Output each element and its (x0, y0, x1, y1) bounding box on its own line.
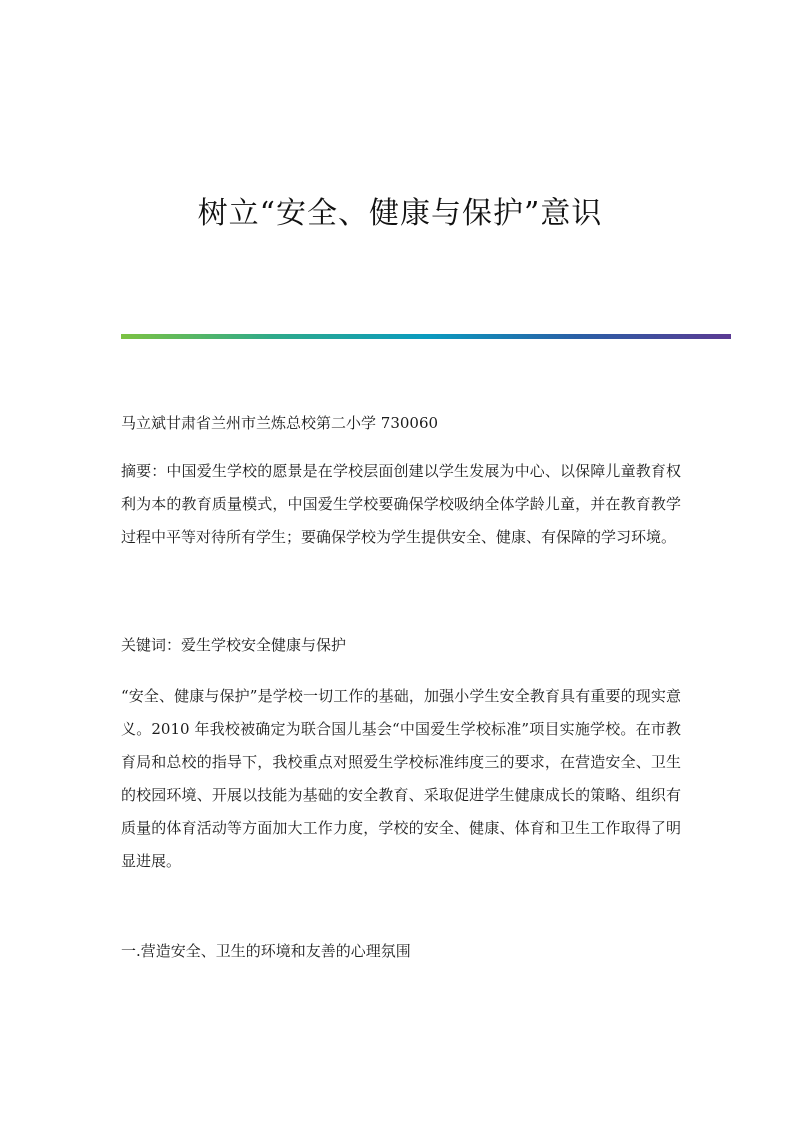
section-heading: 一.营造安全、卫生的环境和友善的心理氛围 (121, 942, 411, 960)
author-line: 马立斌甘肃省兰州市兰炼总校第二小学 730060 (121, 414, 439, 432)
abstract-paragraph: 摘要：中国爱生学校的愿景是在学校层面创建以学生发展为中心、以保障儿童教育权利为本的教育质量模式，中国爱生学校要确保学校吸纳全体学龄儿童，并在教育教学过程中平等对待所有学生；要确保学校为学生提供安全、健康、有保障的学习环境。 (121, 462, 681, 546)
keywords-line: 关键词：爱生学校安全健康与保护 (121, 636, 347, 654)
body-paragraph: “安全、健康与保护”是学校一切工作的基础，加强小学生安全教育具有重要的现实意义。2010 年我校被确定为联合国儿基会“中国爱生学校标准”项目实施学校。在市教育局和总校的指导下，我校重点对照爱生学校标准纬度三的要求，在营造安全、卫生的校园环境、开展以技能为基础的安全教育、采取促进学生健康成长的策略、组织有质量的体育活动等方面加大工作力度，学校的安全、健康、体育和卫生工作取得了明显进展。 (121, 687, 681, 870)
document-title: 树立“安全、健康与保护”意识 (197, 196, 603, 231)
title-divider (121, 334, 731, 339)
